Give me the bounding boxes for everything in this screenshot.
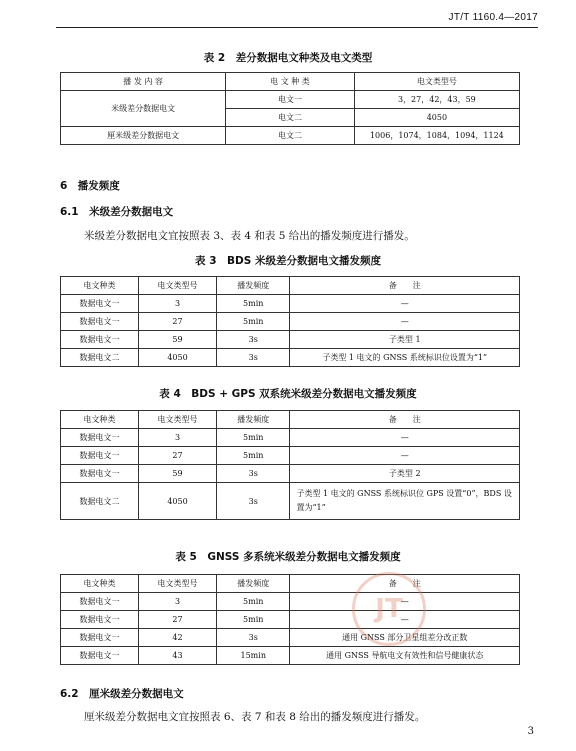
table-cell: 数据电文一 xyxy=(61,465,139,483)
table5 xyxy=(60,574,520,665)
table-cell: 数据电文一 xyxy=(61,611,139,629)
table-cell: 数据电文一 xyxy=(61,429,139,447)
section-6-1-paragraph: 米级差分数据电文宜按照表 3、表 4 和表 5 给出的播发频度进行播发。 xyxy=(84,230,415,242)
table3-caption: 表 3 BDS 米级差分数据电文播发频度 xyxy=(195,255,381,267)
table-row xyxy=(61,349,520,367)
table-cell: 4050 xyxy=(139,483,217,520)
table-row xyxy=(61,483,520,520)
table-cell: 数据电文一 xyxy=(61,447,139,465)
table-cell: 3，27，42，43，59 xyxy=(354,91,519,109)
table-header: 电文类型号 xyxy=(139,575,217,593)
table-cell: 27 xyxy=(139,313,217,331)
table-cell: 3s xyxy=(217,331,290,349)
table-cell: 子类型 1 xyxy=(290,331,520,349)
table-row xyxy=(61,629,520,647)
table-cell: 数据电文二 xyxy=(61,349,139,367)
table4-caption: 表 4 BDS + GPS 双系统米级差分数据电文播发频度 xyxy=(159,388,417,400)
table-row xyxy=(61,647,520,665)
table-cell: 27 xyxy=(139,447,217,465)
table2 xyxy=(60,72,520,145)
table-cell: 43 xyxy=(139,647,217,665)
section-6-heading: 6 播发频度 xyxy=(60,180,120,192)
table-cell: 3 xyxy=(139,295,217,313)
table-cell: 4050 xyxy=(139,349,217,367)
table-cell: 42 xyxy=(139,629,217,647)
section-6-2-heading: 6.2 厘米级差分数据电文 xyxy=(60,688,184,700)
table-row xyxy=(61,295,520,313)
table-cell: — xyxy=(290,429,520,447)
table-cell: 1006，1074，1084，1094，1124 xyxy=(354,127,519,145)
table-cell: 5min xyxy=(217,593,290,611)
table-cell: 子类型 2 xyxy=(290,465,520,483)
standard-number: JT/T 1160.4—2017 xyxy=(448,12,538,23)
table-cell: 子类型 1 电文的 GNSS 系统标识位设置为“1” xyxy=(290,349,520,367)
table-header: 电文种类 xyxy=(61,575,139,593)
table-cell: 3 xyxy=(139,429,217,447)
table-row xyxy=(61,429,520,447)
table-row xyxy=(61,465,520,483)
table-cell: 3s xyxy=(217,349,290,367)
table-cell: 通用 GNSS 导航电文有效性和信号健康状态 xyxy=(290,647,520,665)
table-cell: 数据电文一 xyxy=(61,629,139,647)
table-cell: 数据电文二 xyxy=(61,483,139,520)
section-6-2-paragraph: 厘米级差分数据电文宜按照表 6、表 7 和表 8 给出的播发频度进行播发。 xyxy=(84,711,426,723)
table-header: 电 文 种 类 xyxy=(226,73,355,91)
table-cell: 5min xyxy=(217,611,290,629)
table-cell: 3s xyxy=(217,629,290,647)
table-cell: — xyxy=(290,295,520,313)
table-cell: 5min xyxy=(217,295,290,313)
header-rule xyxy=(56,27,538,28)
table-header: 电文类型号 xyxy=(354,73,519,91)
table-cell: 子类型 1 电文的 GNSS 系统标识位 GPS 设置“0”，BDS 设置为“1” xyxy=(290,483,520,520)
table-header: 播发频度 xyxy=(217,411,290,429)
table-cell: 15min xyxy=(217,647,290,665)
table-cell: 数据电文一 xyxy=(61,593,139,611)
table-row xyxy=(61,611,520,629)
table-header: 备 注 xyxy=(290,575,520,593)
table-cell: 电文二 xyxy=(226,127,355,145)
table-row xyxy=(61,313,520,331)
table-header: 播发频度 xyxy=(217,575,290,593)
jt-watermark-logo: JT xyxy=(352,572,426,646)
table-header: 备 注 xyxy=(290,277,520,295)
table-cell: 59 xyxy=(139,331,217,349)
table-cell: 通用 GNSS 部分卫星组差分改正数 xyxy=(290,629,520,647)
table-header: 电文种类 xyxy=(61,277,139,295)
table-cell: 5min xyxy=(217,429,290,447)
table-header: 播发频度 xyxy=(217,277,290,295)
table-cell: 3s xyxy=(217,465,290,483)
table-header: 电文类型号 xyxy=(139,277,217,295)
table-row xyxy=(61,593,520,611)
table-cell: 电文二 xyxy=(226,109,355,127)
table-cell: 米级差分数据电文 xyxy=(61,91,226,127)
table-row xyxy=(61,447,520,465)
table-cell: 数据电文一 xyxy=(61,647,139,665)
page-number: 3 xyxy=(527,726,534,737)
table-cell: 数据电文一 xyxy=(61,313,139,331)
table5-caption: 表 5 GNSS 多系统米级差分数据电文播发频度 xyxy=(175,551,401,563)
table-cell: — xyxy=(290,593,520,611)
table-cell: 电文一 xyxy=(226,91,355,109)
table-cell: — xyxy=(290,313,520,331)
table-header: 电文类型号 xyxy=(139,411,217,429)
table-cell: 厘米级差分数据电文 xyxy=(61,127,226,145)
table-row xyxy=(61,331,520,349)
table-cell: 59 xyxy=(139,465,217,483)
table3 xyxy=(60,276,520,367)
table-cell: 5min xyxy=(217,313,290,331)
table-cell: 3s xyxy=(217,483,290,520)
table-cell: 数据电文一 xyxy=(61,331,139,349)
table-header: 播 发 内 容 xyxy=(61,73,226,91)
section-6-1-heading: 6.1 米级差分数据电文 xyxy=(60,206,174,218)
table-cell: 3 xyxy=(139,593,217,611)
table-cell: — xyxy=(290,447,520,465)
table-cell: 数据电文一 xyxy=(61,295,139,313)
table-cell: — xyxy=(290,611,520,629)
table-cell: 4050 xyxy=(354,109,519,127)
table4 xyxy=(60,410,520,520)
table-cell: 27 xyxy=(139,611,217,629)
table2-caption: 表 2 差分数据电文种类及电文类型 xyxy=(203,52,373,64)
table-header: 电文种类 xyxy=(61,411,139,429)
table-cell: 5min xyxy=(217,447,290,465)
table-header: 备 注 xyxy=(290,411,520,429)
